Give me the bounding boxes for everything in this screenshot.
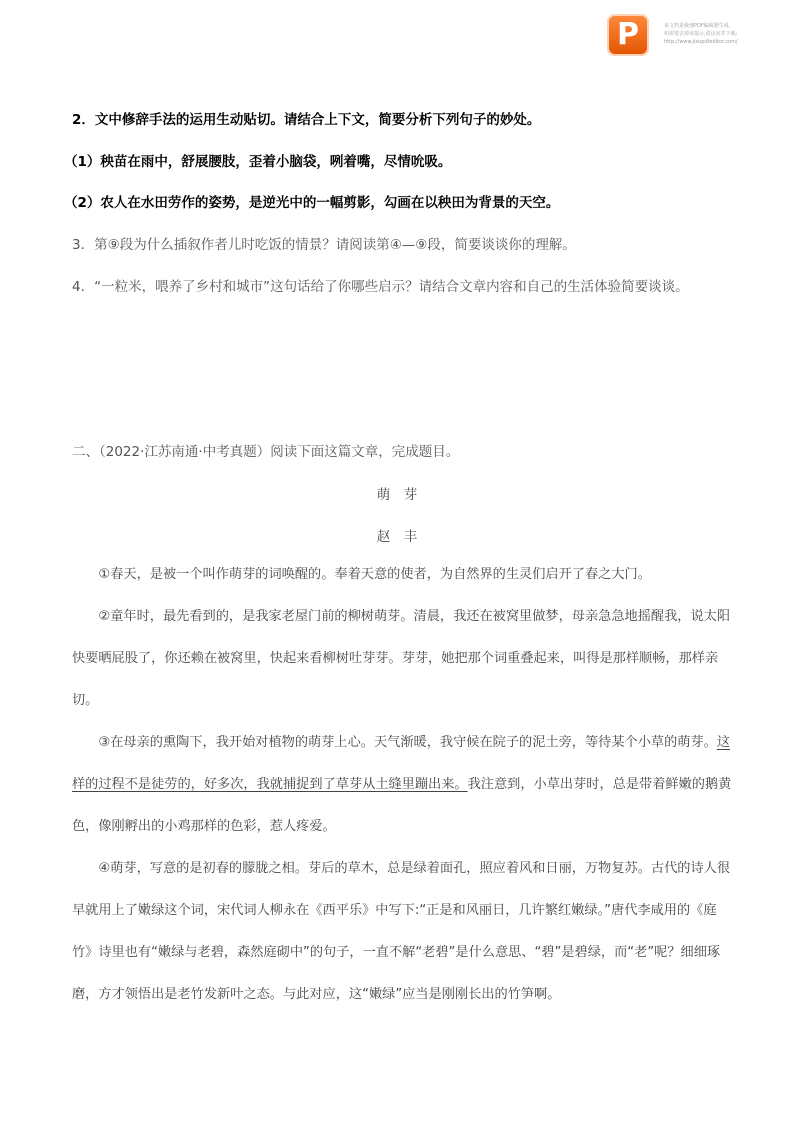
paragraph-2: ②童年时，最先看到的，是我家老屋门前的柳树萌芽。清晨，我还在被窝里做梦，母亲急急地摇醒我，说太阳快要晒屁股了，你还赖在被窝里，快起来看柳树吐芽芽。芽芽，她把那个词重叠起来，叫得是那样顺畅，那样亲切。 bbox=[72, 609, 731, 708]
paragraph-3 bbox=[72, 722, 732, 848]
watermark-line-1: 该文档是极速PDF编辑器生成, bbox=[664, 23, 731, 29]
question-4: 4．“一粒米，喂养了乡村和城市”这句话给了你哪些启示？请结合文章内容和自己的生活体验简要谈谈。 bbox=[72, 279, 689, 295]
question-2-sub-2: （2）农人在水田劳作的姿势，是逆光中的一幅剪影，勾画在以秧田为背景的天空。 bbox=[64, 195, 560, 211]
article-body bbox=[72, 554, 732, 1016]
section-heading: 二、（2022·江苏南通·中考真题）阅读下面这篇文章，完成题目。 bbox=[72, 444, 460, 460]
paragraph-4: ④萌芽，写意的是初春的朦胧之相。芽后的草木，总是绿着面孔，照应着风和日丽，万物复苏。古代的诗人很早就用上了嫩绿这个词，宋代词人柳永在《西平乐》中写下:“正是和风丽日，几许繁红嫩绿。”唐代李咸用的《庭竹》诗里也有“嫩绿与老碧，森然庭砌中”的句子，一直不解“老碧”是什么意思、“碧”是碧绿，而“老”呢？细细琢磨，方才领悟出是老竹发新叶之态。与此对应，这“嫩绿”应当是刚刚长出的竹笋啊。 bbox=[72, 861, 731, 1002]
watermark-text bbox=[664, 22, 784, 46]
pdf-editor-logo-icon: P bbox=[607, 14, 649, 56]
paragraph-3-part-2: 我注意到，小草出芽时，总是带着鲜嫩的鹅黄色，像刚孵出的小鸡那样的色彩，惹人疼爱。 bbox=[72, 777, 732, 834]
article-title: 萌 芽 bbox=[376, 487, 418, 503]
question-2-sub-1: （1）秧苗在雨中，舒展腰肢，歪着小脑袋，咧着嘴，尽情吮吸。 bbox=[64, 154, 452, 170]
paragraph-1: ①春天，是被一个叫作萌芽的词唤醒的。奉着天意的使者，为自然界的生灵们启开了春之大门。 bbox=[98, 567, 651, 582]
article-author: 赵 丰 bbox=[376, 529, 418, 545]
question-3: 3．第⑨段为什么插叙作者儿时吃饭的情景？请阅读第④—⑨段，简要谈谈你的理解。 bbox=[72, 237, 576, 253]
watermark-line-2: 如需要去掉该提示,请访问并下载: bbox=[664, 31, 738, 37]
question-2: 2．文中修辞手法的运用生动贴切。请结合上下文，简要分析下列句子的妙处。 bbox=[72, 112, 541, 128]
paragraph-3-underlined-sentence: 这样的过程不是徒劳的，好多次，我就捕捉到了草芽从土缝里蹦出来。 bbox=[72, 735, 731, 792]
paragraph-3-part-1: ③在母亲的熏陶下，我开始对植物的萌芽上心。天气渐暖，我守候在院子的泥土旁，等待某个小草的萌芽。 bbox=[98, 735, 717, 750]
watermark-line-3: http://www.jisupdfeditor.com/ bbox=[664, 39, 738, 45]
